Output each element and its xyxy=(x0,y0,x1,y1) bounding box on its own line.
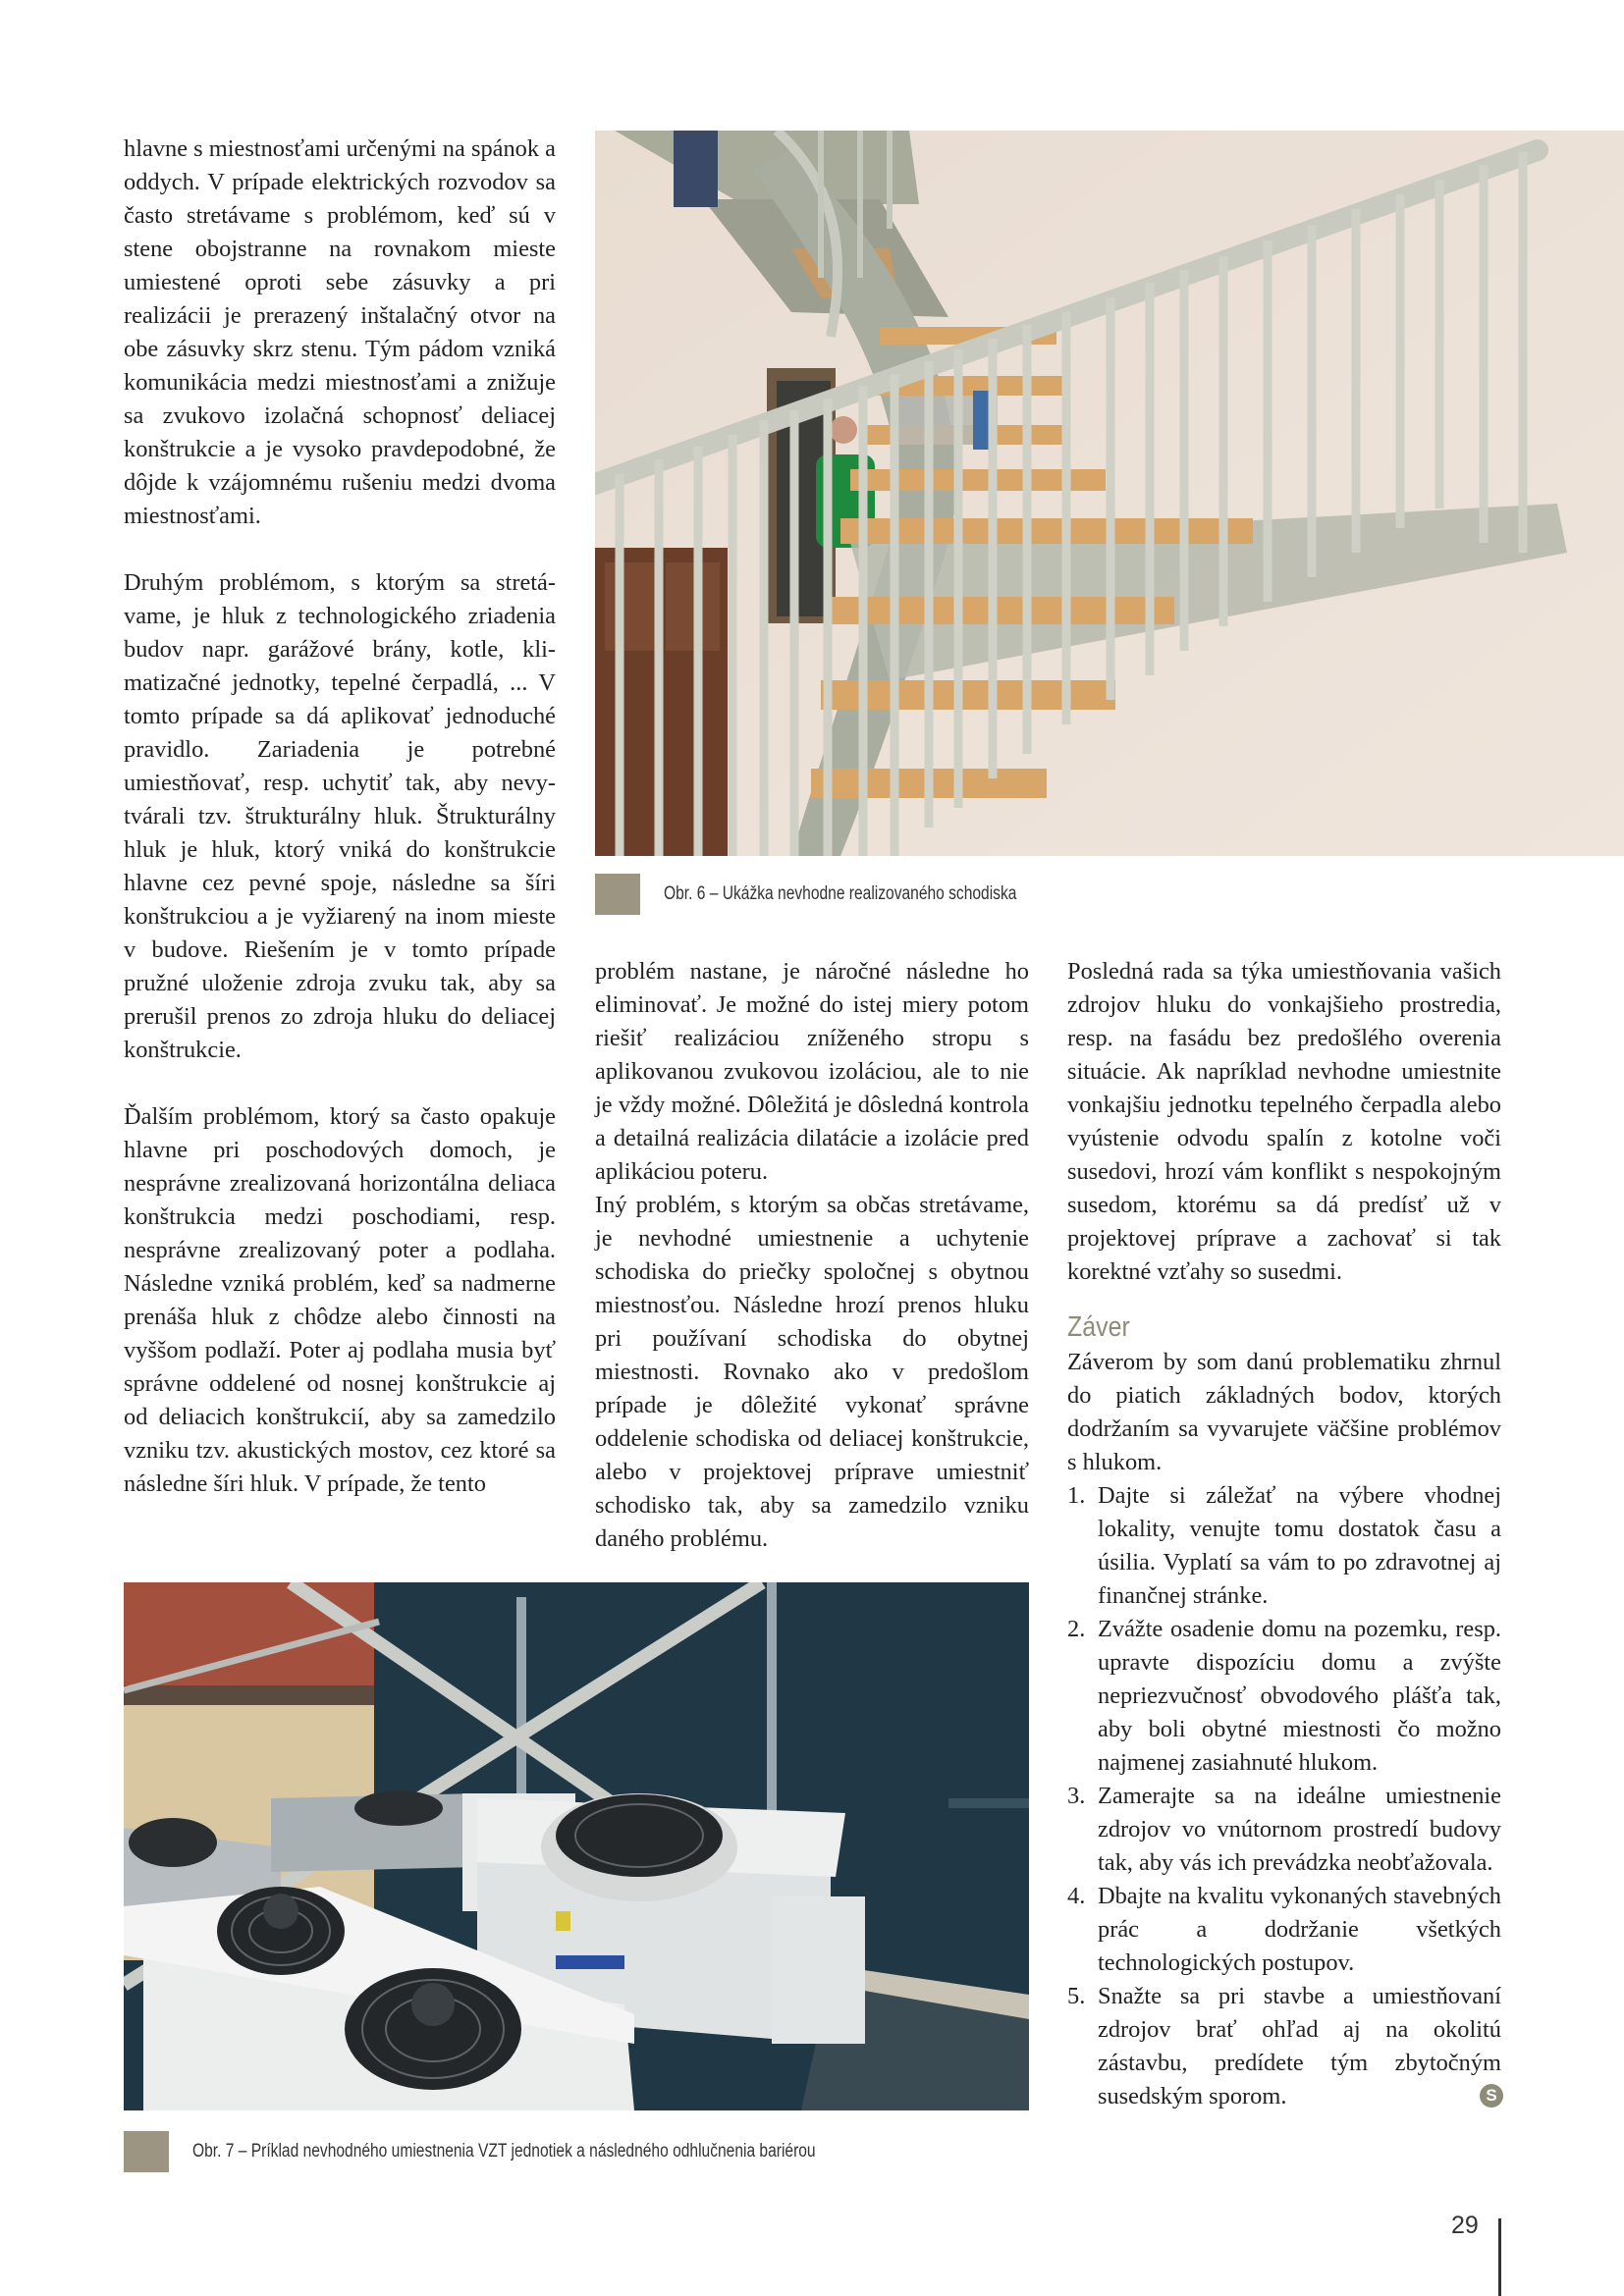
article-column-right xyxy=(1067,955,1501,2113)
list-text: Dbajte na kvalitu vykonaných stavebných prác a dodržanie všetkých technologických postupov. xyxy=(1098,1883,1501,1976)
figure-6-caption xyxy=(595,874,1094,915)
list-number: 3. xyxy=(1067,1783,1086,1809)
list-number: 4. xyxy=(1067,1883,1086,1909)
list-number: 2. xyxy=(1067,1616,1086,1642)
list-number: 5. xyxy=(1067,1983,1086,2009)
list-text: Zamerajte sa na ideálne umiestnenie zdrojov vo vnútornom prostredí budovy tak, aby vás ich prevádzka neobťažovala. xyxy=(1098,1783,1501,1876)
conclusion-list xyxy=(1067,1479,1501,2113)
figure-7-caption xyxy=(124,2131,952,2172)
page-number-rule xyxy=(1498,2218,1501,2296)
paragraph: Iný problém, s ktorým sa občas stretávame, je nevhodné umiestnenie a uchytenie schodiska do priečky spoločnej s obytnou miestnosťou. Následne hrozí prenos hluku pri používaní schodiska do obytnej miestnosti. Rovnako ako v predošlom prípade je dôležité vykonať správne oddelenie schodiska od deliacej konštrukcie, alebo v projektovej príprave umiestniť schodisko tak, aby sa zamedzilo vzniku daného problému. xyxy=(595,1192,1029,1552)
section-heading-zaver: Záver xyxy=(1067,1311,1130,1343)
list-item xyxy=(1067,1780,1501,1880)
paragraph: Ďalším problémom, ktorý sa často opakuje hlavne pri poschodových domoch, je nesprávne zrealizovaná horizontálna deliaca konštrukcia medzi poschodiami, resp. nesprávne zrealizovaný poter a podlaha. Následne vzniká problém, keď sa nadmerne prenáša hluk z chôdze alebo činnosti na vyššom podlaží. Poter aj podlaha musia byť správne oddelené od nosnej konštrukcie aj od deliacich konštrukcií, aby sa zamedzilo vzniku tzv. akustických mostov, cez ktoré sa následne šíri hluk. V prípade, že tento xyxy=(124,1103,556,1497)
caption-text: Obr. 6 – Ukážka nevhodne realizovaného schodiska xyxy=(664,883,1017,904)
list-text: Zvážte osadenie domu na pozemku, resp. upravte dispozíciu domu a zvýšte nepriezvučnosť obvodového plášťa tak, aby boli obytné miestnosti čo možno najmenej zasiahnuté hlukom. xyxy=(1098,1616,1501,1776)
paragraph: Druhým problémom, s ktorým sa stretávame, je hluk z technologického zriadenia budov napr. garážové brány, kotle, klimatizačné jednotky, tepelné čerpadlá, ... V tomto prípade sa dá aplikovať jednoduché pravidlo. Zariadenia je potrebné umiestňovať, resp. uchytiť tak, aby nevytvárali tzv. štrukturálny hluk. Štrukturálny hluk je hluk, ktorý vniká do konštrukcie hlavne cez pevné spoje, následne sa šíri konštrukciou a je vyžiarený na inom mieste v budove. Riešením je v tomto prípade pružné uloženie zdroja zvuku tak, aby sa prerušil prenos zo zdroja hluku do deliacej konštrukcie. xyxy=(124,569,556,1063)
article-end-icon: S xyxy=(1480,2084,1503,2108)
paragraph: hlavne s miestnosťami určenými na spánok a oddych. V prípade elektrických rozvodov sa často stretávame s problémom, keď sú v stene obojstranne na rovnakom mieste umiestené oproti sebe zásuvky a pri realizácii je prerazený inštalačný otvor na obe zásuvky skrz stenu. Tým pádom vzniká komunikácia medzi miestnosťami a znižuje sa zvukovo izolačná schopnosť deliacej konštrukcie a je vysoko pravdepodobné, že dôjde k vzájomnému rušeniu medzi dvoma miestnosťami. xyxy=(124,135,556,529)
list-text: Dajte si záležať na výbere vhodnej lokality, venujte tomu dostatok času a úsilia. Vyplatí sa vám to po zdravotnej aj finančnej stránke. xyxy=(1098,1482,1501,1609)
article-column-left xyxy=(124,133,556,1501)
staircase-illustration xyxy=(595,131,1624,856)
list-item xyxy=(1067,1980,1501,2113)
list-item xyxy=(1067,1880,1501,1980)
hvac-illustration xyxy=(124,1582,1029,2110)
caption-text: Obr. 7 – Príklad nevhodného umiestnenia VZT jednotiek a následného odhlučnenia bariérou xyxy=(192,2141,816,2162)
paragraph: problém nastane, je náročné následne ho eliminovať. Je možné do istej miery potom riešiť realizáciou zníženého stropu s aplikovanou zvukovou izoláciou, ale to nie je vždy možné. Dôležitá je dôsledná kontrola a detailná realizácia dilatácie a izolácie pred aplikáciou poteru. xyxy=(595,958,1029,1185)
paragraph: Posledná rada sa týka umiestňovania vašich zdrojov hluku do vonkajšieho prostredia, resp. na fasádu bez predošlého overenia situácie. Ak napríklad nevhodne umiestnite vonkajšiu jednotku tepelného čerpadla alebo vyústenie odvodu spalín z kotolne voči susedovi, hrozí vám konflikt s nespokojným susedom, ktorému sa dá predísť už v projektovej príprave a zachovať si tak korektné vzťahy so susedmi. xyxy=(1067,958,1501,1285)
paragraph: Záverom by som danú problematiku zhrnul do piatich základných bodov, ktorých dodržaním sa vyvarujete väčšine problémov s hlukom. xyxy=(1067,1349,1501,1475)
page-number: 29 xyxy=(1451,2212,1479,2239)
list-item xyxy=(1067,1479,1501,1613)
list-item xyxy=(1067,1613,1501,1780)
caption-marker xyxy=(124,2131,169,2172)
figure-7-hvac-units-photo xyxy=(124,1582,1029,2110)
caption-marker xyxy=(595,874,640,915)
list-text: Snažte sa pri stavbe a umiestňovaní zdrojov brať ohľad aj na okolitú zástavbu, predídete tým zbytočným susedským sporom. xyxy=(1098,1983,1501,2109)
list-number: 1. xyxy=(1067,1482,1086,1509)
figure-6-staircase-photo xyxy=(595,131,1624,856)
article-column-middle xyxy=(595,955,1029,1556)
